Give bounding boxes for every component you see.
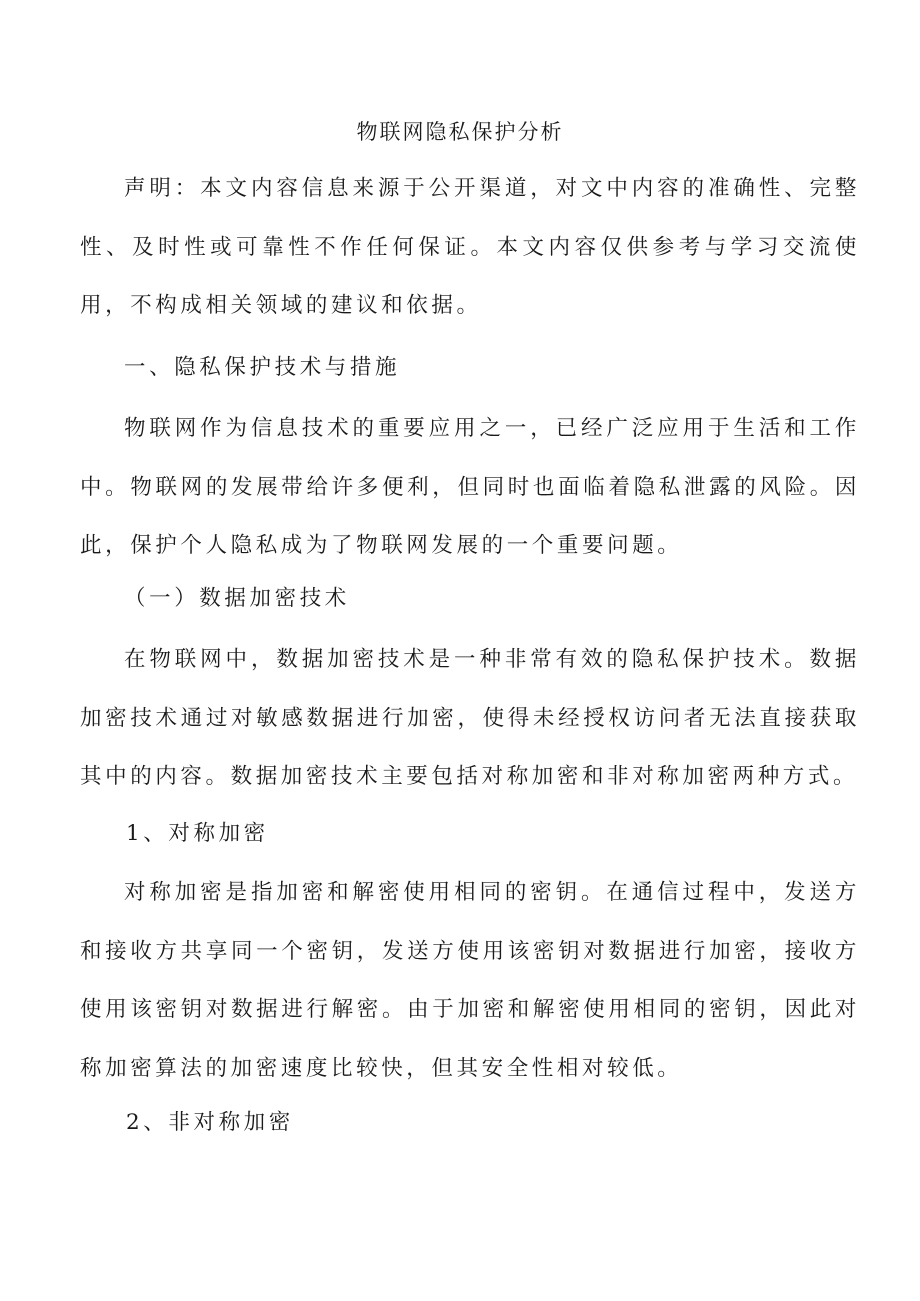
item-paragraph-symmetric: 对称加密是指加密和解密使用相同的密钥。在通信过程中，发送方和接收方共享同一个密钥，发送方使用该密钥对数据进行加密，接收方使用该密钥对数据进行解密。由于加密和解密使用相同的密钥，因此对称加密算法的加密速度比较快，但其安全性相对较低。: [80, 880, 860, 1081]
subsection-paragraph: 在物联网中，数据加密技术是一种非常有效的隐私保护技术。数据加密技术通过对敏感数据进行加密，使得未经授权访问者无法直接获取其中的内容。数据加密技术主要包括对称加密和非对称加密两种方式。: [80, 647, 860, 789]
disclaimer-paragraph: 声明：本文内容信息来源于公开渠道，对文中内容的准确性、完整性、及时性或可靠性不作任何保证。本文内容仅供参考与学习交流使用，不构成相关领域的建议和依据。: [80, 176, 860, 318]
item-heading-symmetric: 1、对称加密: [126, 821, 269, 846]
section-paragraph: 物联网作为信息技术的重要应用之一，已经广泛应用于生活和工作中。物联网的发展带给许多便利，但同时也面临着隐私泄露的风险。因此，保护个人隐私成为了物联网发展的一个重要问题。: [80, 416, 860, 558]
section-heading: 一、隐私保护技术与措施: [124, 355, 401, 380]
subsection-heading: （一）数据加密技术: [124, 586, 350, 611]
document-title: 物联网隐私保护分析: [356, 120, 564, 144]
item-heading-asymmetric: 2、非对称加密: [126, 1110, 294, 1135]
